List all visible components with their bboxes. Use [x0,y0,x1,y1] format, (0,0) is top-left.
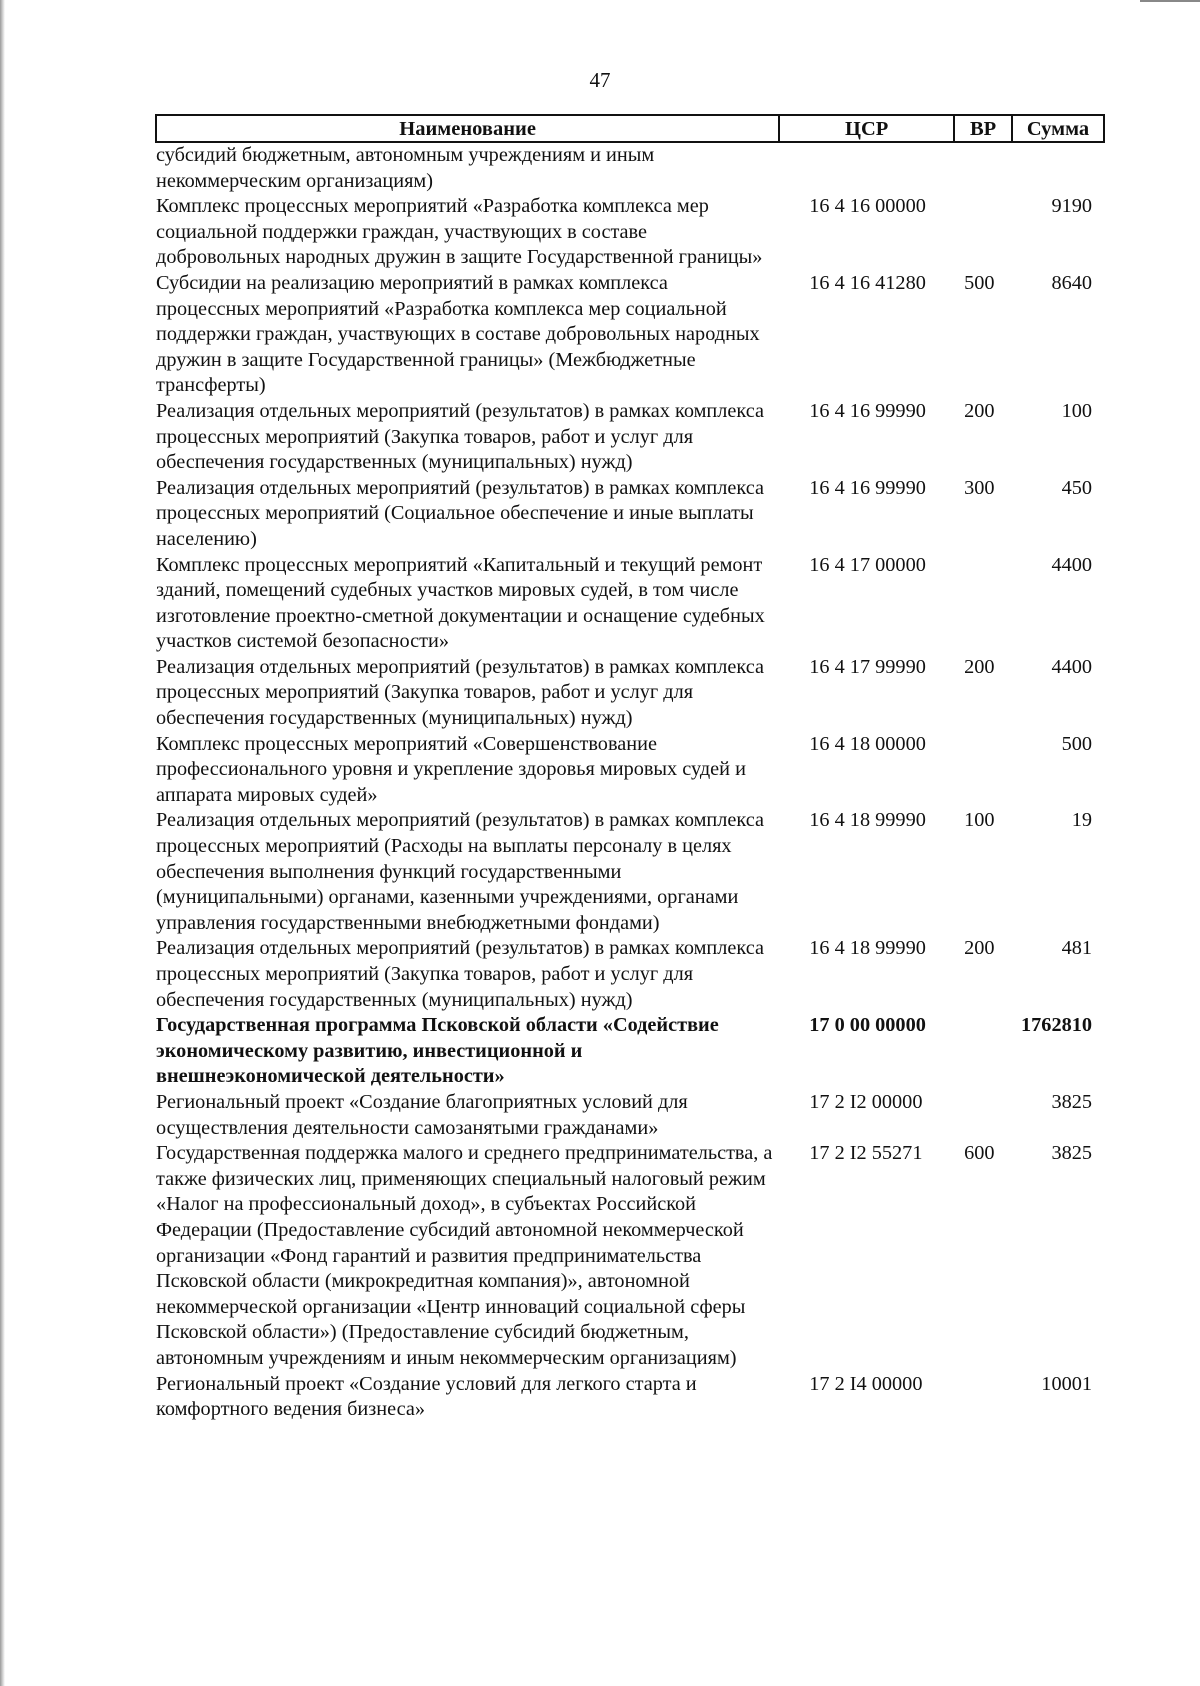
row-csr-code: 17 2 I4 00000 [809,1372,923,1395]
row-csr-code: 16 4 17 00000 [809,553,926,576]
row-name: Реализация отдельных мероприятий (результатов) в рамках комплекса процессных мероприятий (Закупка товаров, работ и услуг для обеспечения государственных (муниципальных) нужд) [156,399,764,474]
header-sum: Сумма [1012,115,1104,142]
table-row [156,142,1104,194]
row-name: Реализация отдельных мероприятий (результатов) в рамках комплекса процессных мероприятий (Закупка товаров, работ и услуг для обеспечения государственных (муниципальных) нужд) [156,937,764,1011]
table-row [156,194,1104,271]
row-sum: 3825 [1051,1142,1092,1165]
row-sum: 4400 [1051,655,1092,678]
row-name: Реализация отдельных мероприятий (результатов) в рамках комплекса процессных мероприятий (Расходы на выплаты персоналу в целях обеспечения выполнения функций государственными (муниципальными) органами, казенными учреждениями, органами управления государственными внебюджетными фондами) [156,809,764,934]
header-name: Наименование [156,115,779,142]
table-row [156,655,1104,732]
row-vr-code [954,553,1012,655]
table-header [156,115,1104,142]
row-vr-code [954,732,1012,809]
budget-table [155,114,1105,1423]
row-name: Реализация отдельных мероприятий (результатов) в рамках комплекса процессных мероприятий (Закупка товаров, работ и услуг для обеспечения государственных (муниципальных) нужд) [156,655,764,730]
row-sum: 481 [1061,937,1092,960]
table-row [156,1090,1104,1141]
row-csr-code: 16 4 16 99990 [809,476,926,499]
row-vr-code: 200 [964,937,995,960]
row-name: субсидий бюджетным, автономным учреждениям и иным некоммерческим организациям) [156,144,655,192]
row-sum: 1762810 [1021,1014,1092,1037]
table-row [156,399,1104,476]
row-vr-code: 500 [964,271,995,294]
table-row [156,553,1104,655]
row-csr-code: 16 4 18 99990 [809,809,926,832]
row-sum: 3825 [1051,1090,1092,1113]
row-name: Комплекс процессных мероприятий «Разработка комплекса мер социальной поддержки граждан, участвующих в составе добровольных народных дружин в защите Государственной границы» [156,195,763,269]
table-row [156,1141,1104,1371]
row-name: Субсидии на реализацию мероприятий в рамках комплекса процессных мероприятий «Разработка комплекса мер социальной поддержки граждан, участвующих в составе добровольных народных дружин в защите Государственной границы» (Межбюджетные трансферты) [156,271,760,397]
row-sum [1012,142,1104,194]
row-sum: 9190 [1051,195,1092,218]
row-csr-code: 16 4 18 00000 [809,732,926,755]
table-row [156,271,1104,399]
row-vr-code: 300 [964,476,995,499]
row-name: Реализация отдельных мероприятий (результатов) в рамках комплекса процессных мероприятий (Социальное обеспечение и иные выплаты населению) [156,476,764,550]
row-name: Государственная программа Псковской области «Содействие экономическому развитию, инвестиционной и внешнеэкономической деятельности» [156,1014,719,1088]
row-csr-code: 16 4 16 00000 [809,195,926,218]
row-csr-code: 16 4 17 99990 [809,655,926,678]
row-vr-code [954,194,1012,271]
row-sum: 8640 [1051,271,1092,294]
row-name: Региональный проект «Создание условий для легкого старта и комфортного ведения бизнеса» [156,1372,697,1421]
table-row [156,808,1104,936]
header-row [156,115,1104,142]
row-vr-code: 200 [964,655,995,678]
scan-edge-top [1140,0,1200,2]
row-vr-code [954,1090,1012,1141]
table-row [156,1372,1104,1423]
row-csr-code: 16 4 16 99990 [809,399,926,422]
row-name: Государственная поддержка малого и среднего предпринимательства, а также физических лиц, применяющих специальный налоговый режим «Налог на профессиональный доход», в субъектах Российской Федерации (Предоставление субсидий автономной некоммерческой организации «Фонд гарантий и развития предпринимательства Псковской области (микрокредитная компания)», автономной некоммерческой организации «Центр инноваций социальной сферы Псковской области») (Предоставление субсидий бюджетным, автономным учреждениям и иным некоммерческим организациям) [156,1142,773,1369]
row-sum: 19 [1071,809,1092,832]
row-csr-code: 17 2 I2 55271 [809,1142,923,1165]
row-name: Комплекс процессных мероприятий «Капитальный и текущий ремонт зданий, помещений судебных участков мировых судей, в том числе изготовление проектно-сметной документации и оснащение судебных участков системой безопасности» [156,553,765,653]
row-name: Региональный проект «Создание благоприятных условий для осуществления деятельности самозанятыми гражданами» [156,1090,688,1139]
row-csr-code [779,142,954,194]
row-vr-code [954,1372,1012,1423]
row-sum: 450 [1061,476,1092,499]
row-sum: 100 [1061,399,1092,422]
table-row [156,476,1104,553]
row-sum: 500 [1061,732,1092,755]
row-vr-code [954,142,1012,194]
row-sum: 10001 [1041,1372,1092,1395]
row-sum: 4400 [1051,553,1092,576]
row-vr-code [954,1013,1012,1090]
table-row [156,1013,1104,1090]
scan-edge-left [0,0,5,1686]
page-number: 47 [589,68,611,92]
row-vr-code: 600 [964,1142,995,1165]
row-csr-code: 17 2 I2 00000 [809,1090,923,1113]
table-row [156,732,1104,809]
row-name: Комплекс процессных мероприятий «Совершенствование профессионального уровня и укрепление здоровья мировых судей и аппарата мировых судей» [156,732,746,806]
row-csr-code: 17 0 00 00000 [809,1014,926,1037]
row-csr-code: 16 4 18 99990 [809,937,926,960]
row-csr-code: 16 4 16 41280 [809,271,926,294]
header-vr: ВР [954,115,1012,142]
header-csr: ЦСР [779,115,954,142]
row-vr-code: 200 [964,399,995,422]
table-body [156,142,1104,1423]
row-vr-code: 100 [964,809,995,832]
table-row [156,936,1104,1013]
